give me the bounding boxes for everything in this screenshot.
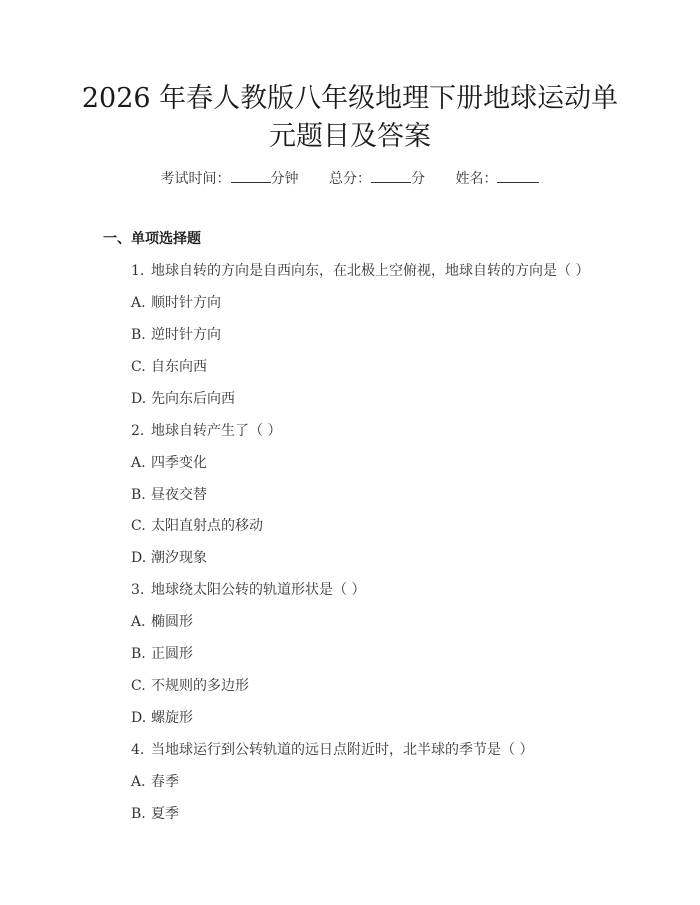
exam-time-unit: 分钟	[270, 171, 299, 187]
option-text: 先向东后向西	[151, 391, 235, 407]
option-letter: A.	[131, 614, 146, 630]
question-number: 4.	[131, 742, 145, 758]
option-text: 太阳直射点的移动	[151, 518, 263, 534]
answer-option	[131, 516, 263, 536]
option-letter: B.	[131, 806, 146, 822]
student-name-field	[455, 168, 539, 189]
option-text: 顺时针方向	[151, 295, 221, 311]
option-text: 四季变化	[151, 455, 207, 471]
answer-option	[131, 612, 193, 632]
question-text: 当地球运行到公转轨道的远日点附近时，北半球的季节是（ ）	[151, 742, 534, 758]
total-score-blank	[371, 168, 411, 183]
total-score-label: 总分：	[329, 171, 371, 187]
answer-option	[131, 772, 179, 792]
answer-option	[131, 548, 207, 568]
option-text: 潮汐现象	[151, 550, 207, 566]
option-letter: C.	[131, 518, 146, 534]
student-name-label: 姓名：	[455, 171, 498, 187]
option-letter: A.	[131, 295, 146, 311]
question-number: 1.	[131, 263, 145, 279]
option-letter: A.	[131, 774, 146, 790]
question-text: 地球自转产生了（ ）	[151, 423, 282, 439]
document-title-line-1: 2026 年春人教版八年级地理下册地球运动单	[81, 83, 619, 114]
question-number: 3.	[131, 582, 145, 598]
question-stem	[131, 261, 589, 281]
option-text: 夏季	[151, 806, 179, 822]
option-text: 不规则的多边形	[151, 678, 249, 694]
option-text: 正圆形	[151, 646, 193, 662]
document-title-line-2: 元题目及答案	[269, 121, 431, 152]
answer-option	[131, 644, 193, 664]
answer-option	[131, 676, 249, 696]
total-score-unit: 分	[411, 171, 425, 187]
question-stem	[131, 580, 365, 600]
question-text: 地球自转的方向是自西向东，在北极上空俯视，地球自转的方向是（ ）	[151, 263, 590, 279]
option-text: 昼夜交替	[151, 487, 207, 503]
question-number: 2.	[131, 423, 145, 439]
option-letter: D.	[131, 710, 147, 726]
answer-option	[131, 357, 207, 377]
option-letter: D.	[131, 550, 147, 566]
answer-option	[131, 485, 207, 505]
student-name-blank	[497, 168, 539, 183]
question-stem	[131, 421, 281, 441]
option-text: 逆时针方向	[151, 327, 221, 343]
answer-option	[131, 293, 221, 313]
option-letter: B.	[131, 646, 146, 662]
option-letter: B.	[131, 327, 146, 343]
answer-option	[131, 804, 179, 824]
exam-info-bar	[0, 168, 700, 189]
option-letter: B.	[131, 487, 146, 503]
section-title: 一、单项选择题	[103, 231, 201, 247]
total-score-field	[329, 168, 425, 189]
answer-option	[131, 453, 207, 473]
exam-time-blank	[231, 168, 271, 183]
answer-option	[131, 708, 193, 728]
option-text: 椭圆形	[151, 614, 193, 630]
option-text: 螺旋形	[151, 710, 193, 726]
option-letter: A.	[131, 455, 146, 471]
option-text: 自东向西	[151, 359, 207, 375]
answer-option	[131, 389, 235, 409]
exam-time-label: 考试时间：	[160, 171, 231, 187]
option-letter: C.	[131, 359, 146, 375]
question-stem	[131, 740, 533, 760]
exam-time-field	[161, 168, 299, 189]
option-letter: C.	[131, 678, 146, 694]
option-text: 春季	[151, 774, 179, 790]
answer-option	[131, 325, 221, 345]
question-text: 地球绕太阳公转的轨道形状是（ ）	[151, 582, 366, 598]
option-letter: D.	[131, 391, 147, 407]
